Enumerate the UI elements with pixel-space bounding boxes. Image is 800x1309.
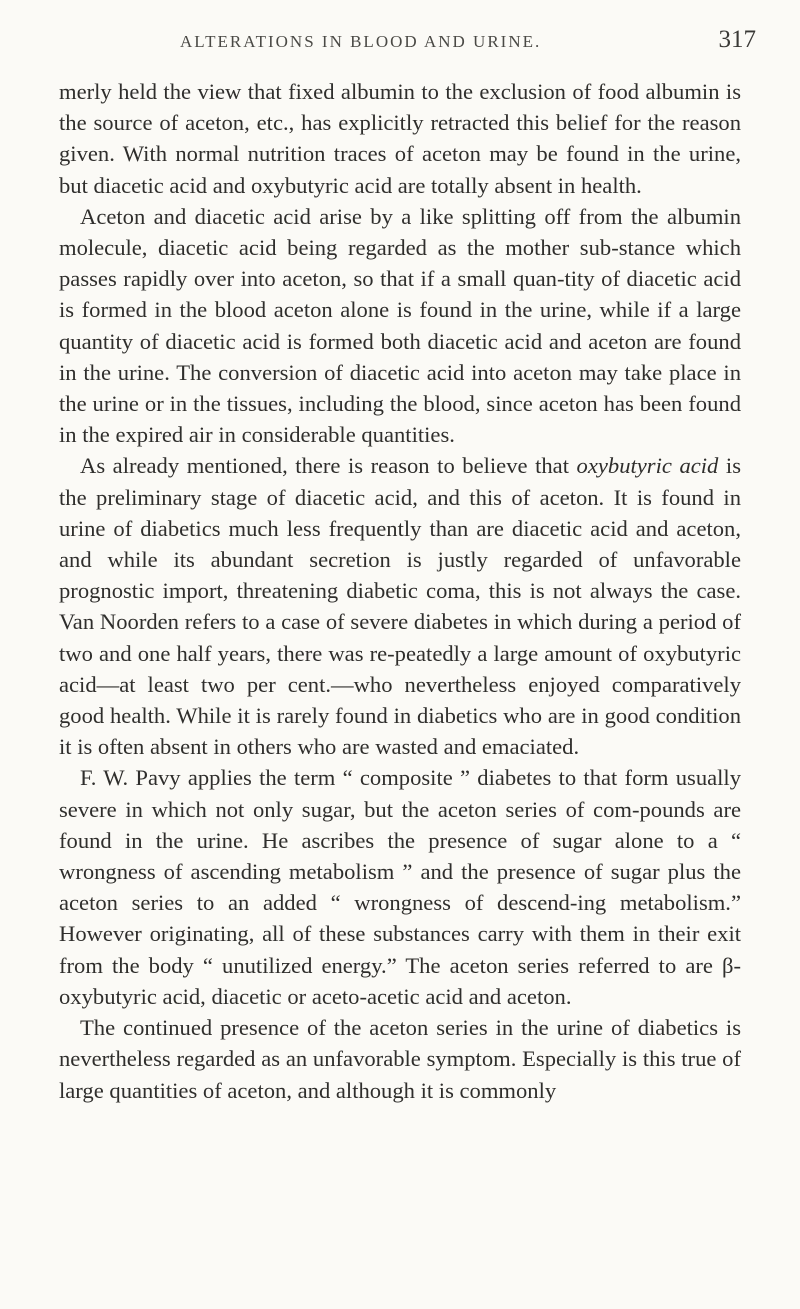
paragraph-3 (59, 450, 741, 762)
running-head: ALTERATIONS IN BLOOD AND URINE. (180, 32, 542, 51)
paragraph-3-text-end: is the preliminary stage of diacetic acid, and this of aceton. It is found in urine of diabetics much less frequently than are diacetic acid and aceton, and while its abundant secretion is justly regarded of unfavorable prognostic import, threatening diabetic coma, this is not always the case. Van Noorden refers to a case of severe diabetes in which during a period of two and one half years, there was re-peatedly a large amount of oxybutyric acid—at least two per cent.—who nevertheless enjoyed comparatively good health. While it is rarely found in diabetics who are in good condition it is often absent in others who are wasted and emaciated. (59, 453, 741, 760)
page-header (0, 26, 800, 58)
paragraph-3-text-start: As already mentioned, there is reason to believe that (80, 453, 577, 479)
page-number: 317 (718, 26, 756, 53)
paragraph-2: Aceton and diacetic acid arise by a like splitting off from the albumin molecule, diacetic acid being regarded as the mother sub-stance which passes rapidly over into aceton, so that if a small quan-tity of diacetic acid is formed in the blood aceton alone is found in the urine, while if a large quantity of diacetic acid is formed both diacetic acid and aceton are found in the urine. The conversion of diacetic acid into aceton may take place in the urine or in the tissues, including the blood, since aceton has been found in the expired air in considerable quantities. (59, 203, 741, 448)
paragraph-1: merly held the view that fixed albumin to the exclusion of food albumin is the source of aceton, etc., has explicitly retracted this belief for the reason given. With normal nutrition traces of aceton may be found in the urine, but diacetic acid and oxybutyric acid are totally absent in health. (59, 79, 741, 198)
body-text (59, 76, 741, 1106)
oxybutyric-acid-italic: oxybutyric acid (576, 453, 719, 479)
paragraph-4: F. W. Pavy applies the term “ composite ” diabetes to that form usually severe in which not only sugar, but the aceton series of com-pounds are found in the urine. He ascribes the presence of sugar alone to a “ wrongness of ascending metabolism ” and the presence of sugar plus the aceton series to an added “ wrongness of descend-ing metabolism.” However originating, all of these substances carry with them in their exit from the body “ unutilized energy.” The aceton series referred to are β-oxybutyric acid, diacetic or aceto-acetic acid and aceton. (59, 765, 741, 1009)
paragraph-5: The continued presence of the aceton series in the urine of diabetics is nevertheless regarded as an unfavorable symptom. Especially is this true of large quantities of aceton, and although it is commonly (59, 1015, 741, 1103)
